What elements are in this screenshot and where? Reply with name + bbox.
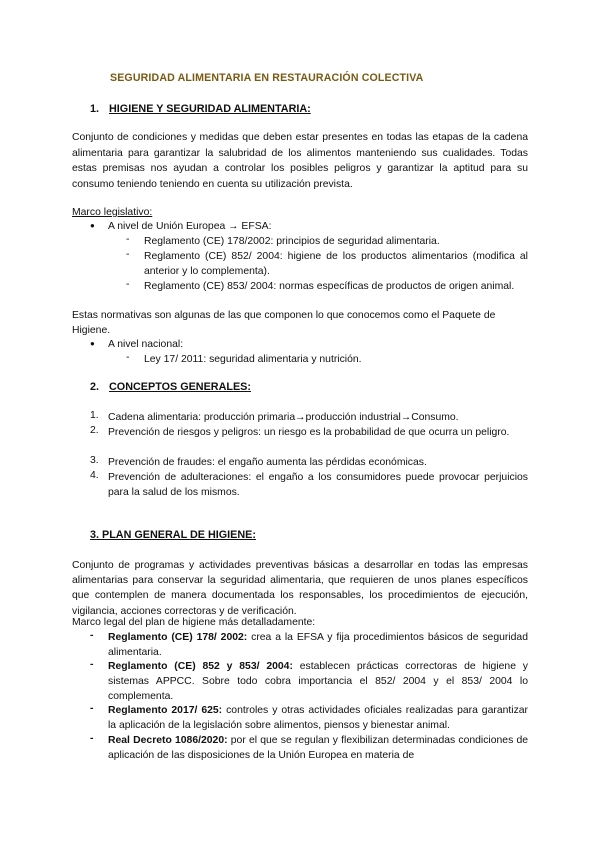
section-2-title: CONCEPTOS GENERALES: [109, 381, 251, 393]
dash-icon: - [126, 234, 130, 245]
section-2-number: 2. [90, 381, 100, 393]
concept-number: 4. [90, 470, 99, 481]
europe-item: Reglamento (CE) 853/ 2004: normas específicas de productos de origen animal. [144, 281, 515, 292]
dash-icon: - [126, 352, 130, 363]
plan-item-text: controles y otras actividades oficiales realizadas para garantizar la aplicación de la legislación sobre alimentos, piensos y bienestar animal. [108, 705, 529, 732]
section-3-heading [90, 529, 256, 541]
concept-item: Cadena alimentaria: producción primaria→producción industrial→Consumo. [108, 412, 459, 423]
plan-item-text: crea a la EFSA y fija procedimientos básicos de seguridad alimentaria. [108, 632, 528, 659]
marco-legal-text: Marco legal del plan de higiene más detalladamente: [72, 617, 316, 628]
plan-item-bold: Reglamento 2017/ 625: [108, 705, 223, 716]
document-title: SEGURIDAD ALIMENTARIA EN RESTAURACIÓN COLECTIVA [110, 72, 424, 84]
concept-number: 3. [90, 455, 99, 466]
dash-icon: - [90, 659, 94, 670]
dash-icon: - [126, 249, 130, 260]
europe-item: Reglamento (CE) 178/2002: principios de seguridad alimentaria. [144, 236, 440, 247]
section-1-paragraph: Conjunto de condiciones y medidas que deben estar presentes en todas las etapas de la cadena alimentaria para garantizar la salubridad de los alimentos manteniendo sus cualidades. Todas estas premisas nos ayudan a controlar los posibles peligros y garantizar la aptitud para su consumo teniendo teniendo en cuenta su utilización prevista. [72, 132, 528, 190]
concept-item: Prevención de adulteraciones: el engaño a los consumidores puede provocar perjuicios para la salud de los mismos. [108, 472, 528, 499]
section-1-title: HIGIENE Y SEGURIDAD ALIMENTARIA: [109, 103, 311, 115]
concept-item: Prevención de riesgos y peligros: un riesgo es la probabilidad de que ocurra un peligro. [108, 427, 510, 438]
europe-bullet: A nivel de Unión Europea → EFSA: [108, 221, 272, 232]
section-1-heading [90, 103, 311, 115]
normativas-text: Estas normativas son algunas de las que componen lo que conocemos como el Paquete de Higiene. [72, 310, 496, 337]
plan-item-bold: Real Decreto 1086/2020: [108, 735, 228, 746]
plan-item [108, 659, 528, 705]
marco-legislativo-label: Marco legislativo: [72, 207, 153, 218]
concept-number: 1. [90, 410, 99, 421]
national-bullet: A nivel nacional: [108, 339, 184, 350]
plan-item-text: establecen prácticas correctoras de higiene y sistemas APPCC. Sobre todo cobra importancia el 852/ 2004 y el 853/ 2004 lo complementa. [108, 661, 529, 703]
concept-number: 2. [90, 425, 99, 436]
dash-icon: - [126, 279, 130, 290]
concept-item: Prevención de fraudes: el engaño aumenta las pérdidas económicas. [108, 457, 427, 468]
section-2-heading [90, 381, 251, 393]
plan-item [108, 703, 528, 733]
europe-item: Reglamento (CE) 852/ 2004: higiene de los productos alimentarios (modifica al anterior y lo complementa). [144, 251, 528, 278]
plan-item-bold: Reglamento (CE) 852 y 853/ 2004: [108, 661, 293, 672]
bullet-icon: ● [90, 221, 95, 230]
section-3-title: 3. PLAN GENERAL DE HIGIENE: [90, 529, 256, 541]
plan-item [108, 630, 528, 660]
plan-item-bold: Reglamento (CE) 178/ 2002: [108, 632, 248, 643]
section-3-paragraph: Conjunto de programas y actividades preventivas básicas a desarrollar en todas las empresas alimentarias para conservar la seguridad alimentaria, que requieren de unos planes específicos que contemplen de manera documentada los responsables, los procedimientos de ejecución, vigilancia, acciones correctoras y de verificación. [72, 560, 528, 617]
dash-icon: - [90, 630, 94, 641]
plan-item [108, 733, 528, 763]
bullet-icon: ● [90, 339, 95, 348]
national-item: Ley 17/ 2011: seguridad alimentaria y nutrición. [144, 354, 362, 365]
dash-icon: - [90, 733, 94, 744]
plan-item-text: por el que se regulan y flexibilizan determinadas condiciones de aplicación de las disposiciones de la Unión Europea en materia de [108, 735, 529, 762]
dash-icon: - [90, 703, 94, 714]
section-1-number: 1. [90, 103, 100, 115]
